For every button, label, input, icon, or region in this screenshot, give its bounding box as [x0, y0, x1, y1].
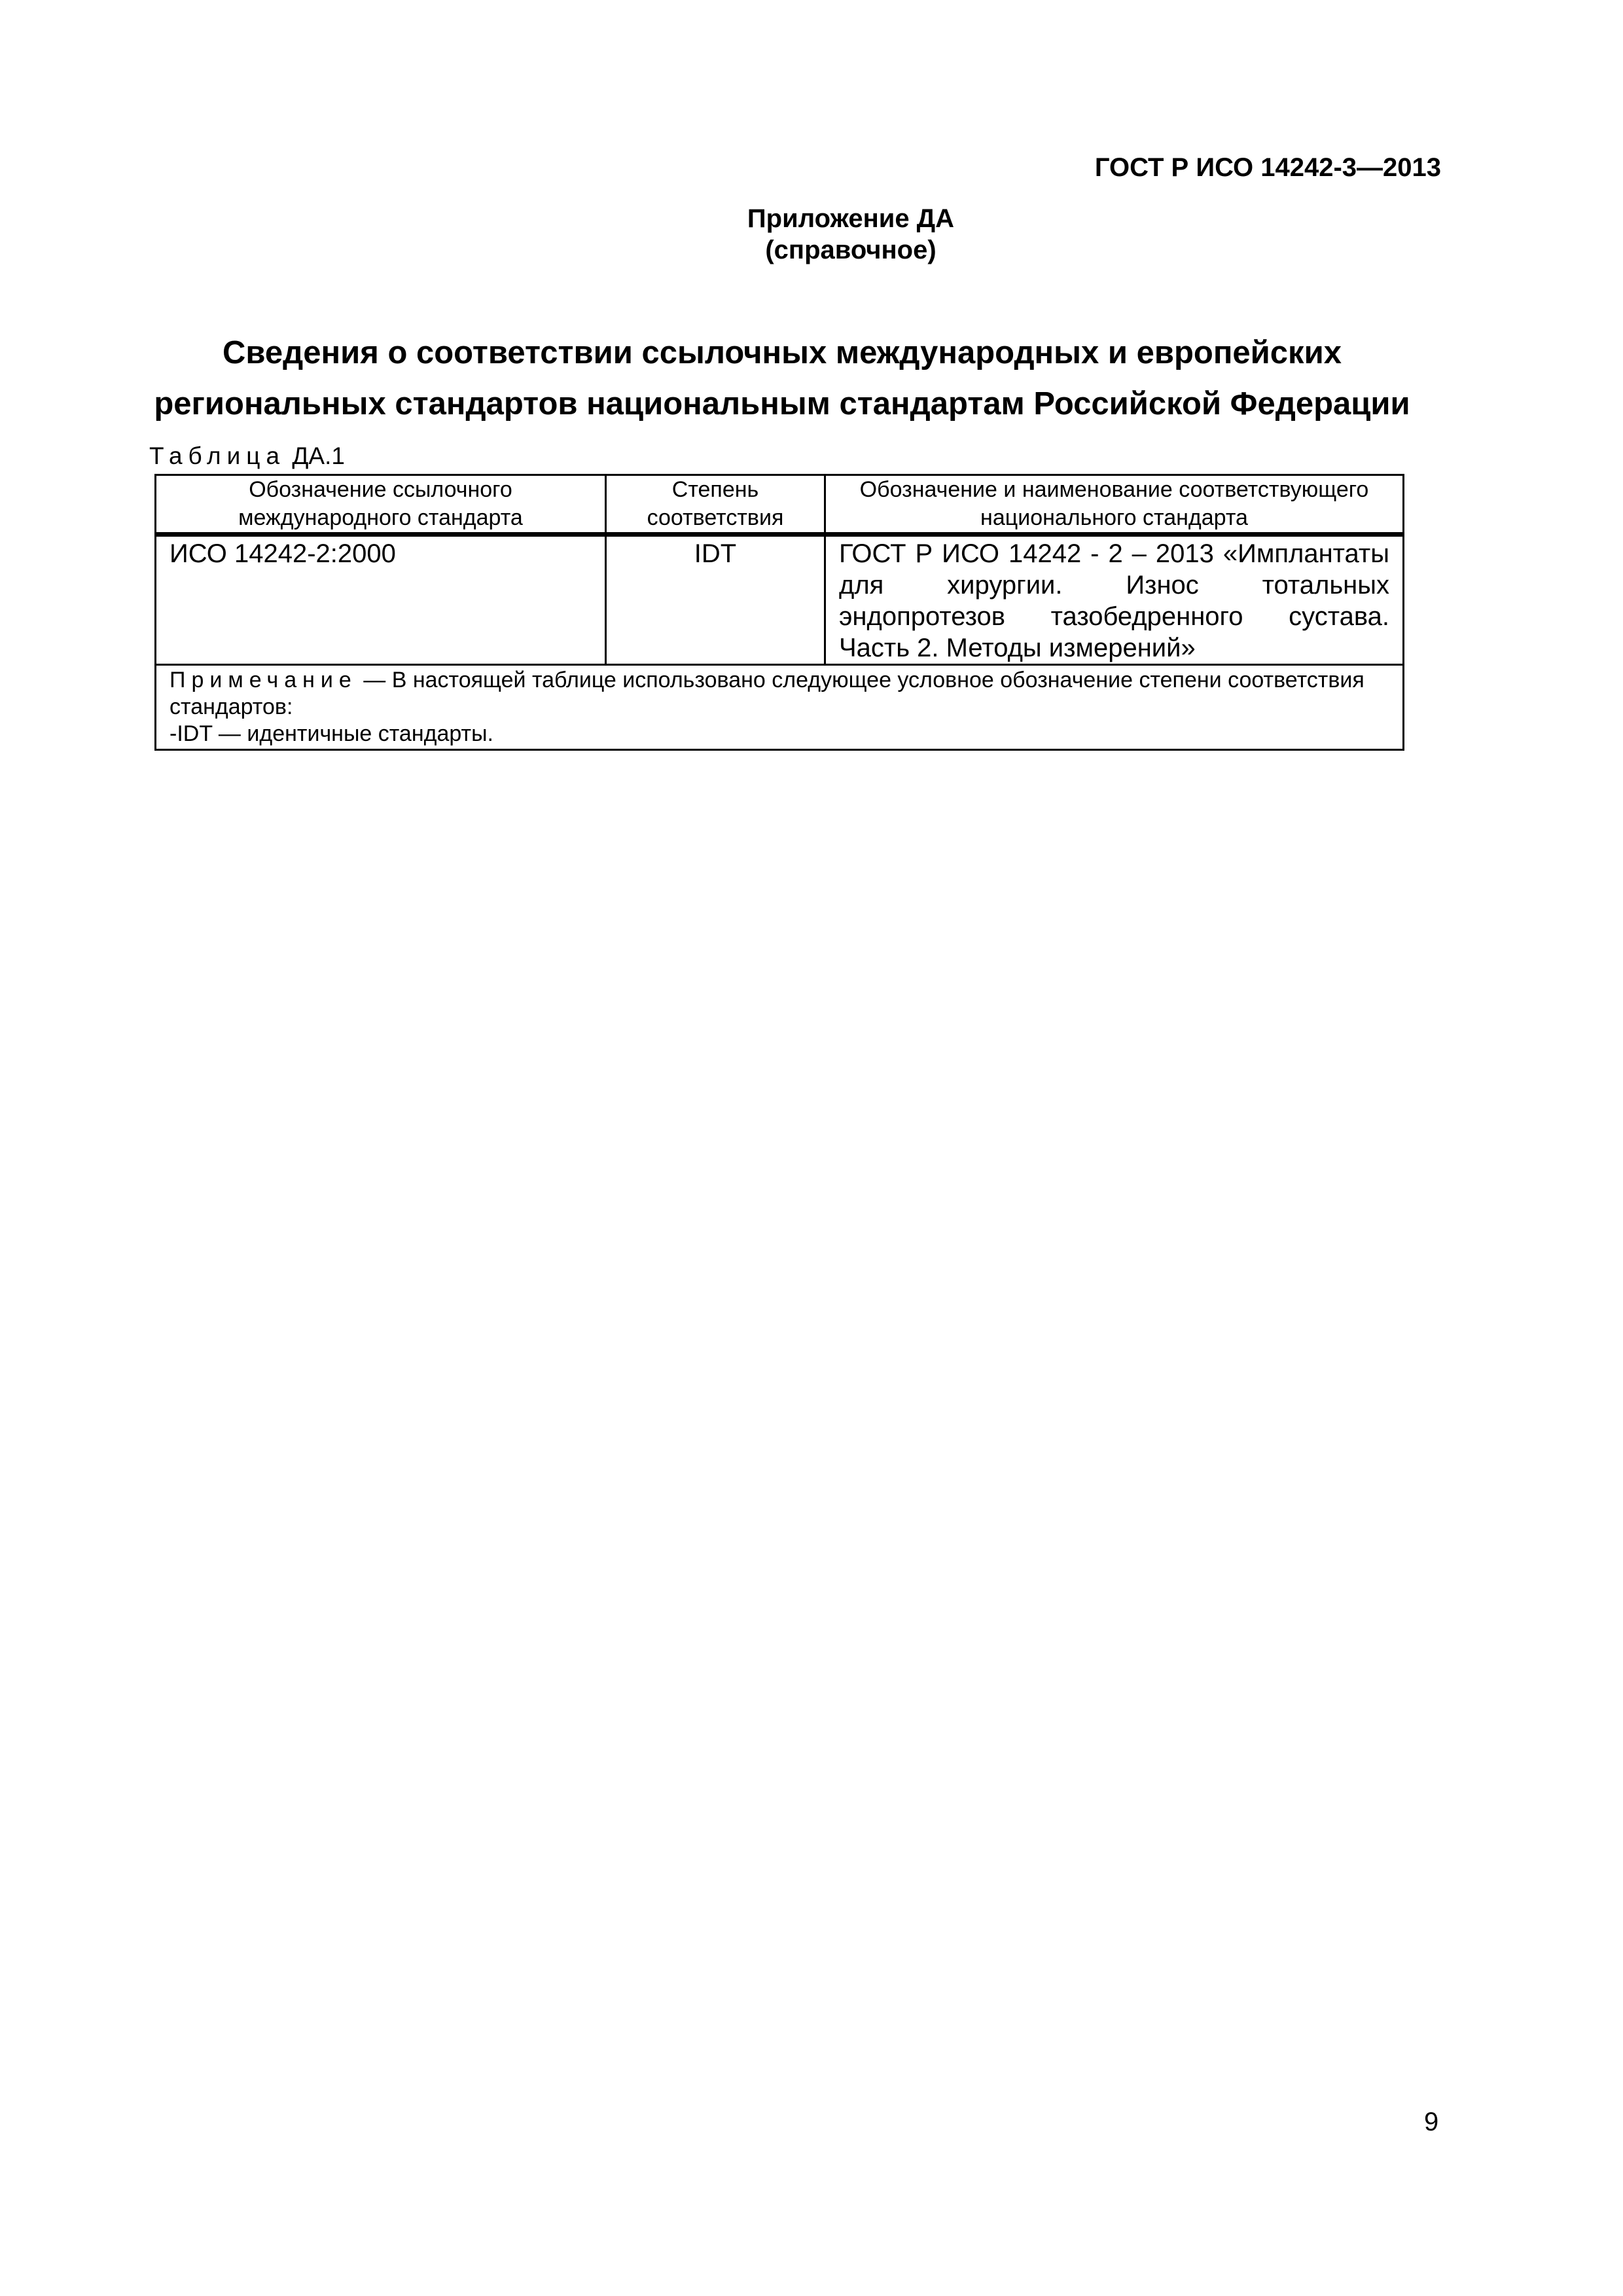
document-title-line-2: региональных стандартов национальным стандартам Российской Федерации [154, 386, 1410, 422]
note-label: Примечание [169, 668, 357, 692]
cell-international-standard: ИСО 14242-2:2000 [156, 535, 606, 665]
document-title-line-1: Сведения о соответствии ссылочных международных и европейских [223, 335, 1342, 370]
table-note-row [156, 665, 1404, 750]
document-title [0, 327, 1564, 429]
cell-degree: IDT [606, 535, 825, 665]
table-caption-word: Таблица [149, 442, 286, 469]
note-text: — В настоящей таблице использовано следующее условное обозначение степени соответствия стандартов: [169, 668, 1364, 719]
appendix-title: Приложение ДА [747, 204, 955, 233]
cell-national-standard: ГОСТ Р ИСО 14242 - 2 – 2013 «Имплантаты для хирургии. Износ тотальных эндопротезов тазобедренного сустава. Часть 2. Методы измерений» [825, 535, 1404, 665]
correspondence-table [154, 474, 1404, 751]
table-row [156, 535, 1404, 665]
page-number: 9 [1424, 2108, 1439, 2136]
table-caption-number: ДА.1 [292, 442, 345, 469]
table-caption [149, 442, 345, 470]
header-international-standard: Обозначение ссылочного международного стандарта [156, 475, 606, 535]
table-note [156, 665, 1404, 750]
note-item: -IDT — идентичные стандарты. [169, 721, 493, 746]
header-degree: Степень соответствия [606, 475, 825, 535]
table-header-row [156, 475, 1404, 535]
appendix-heading [0, 203, 1623, 266]
standard-code-header: ГОСТ Р ИСО 14242-3—2013 [1094, 153, 1441, 182]
appendix-type: (справочное) [765, 236, 936, 264]
header-national-standard: Обозначение и наименование соответствующего национального стандарта [825, 475, 1404, 535]
